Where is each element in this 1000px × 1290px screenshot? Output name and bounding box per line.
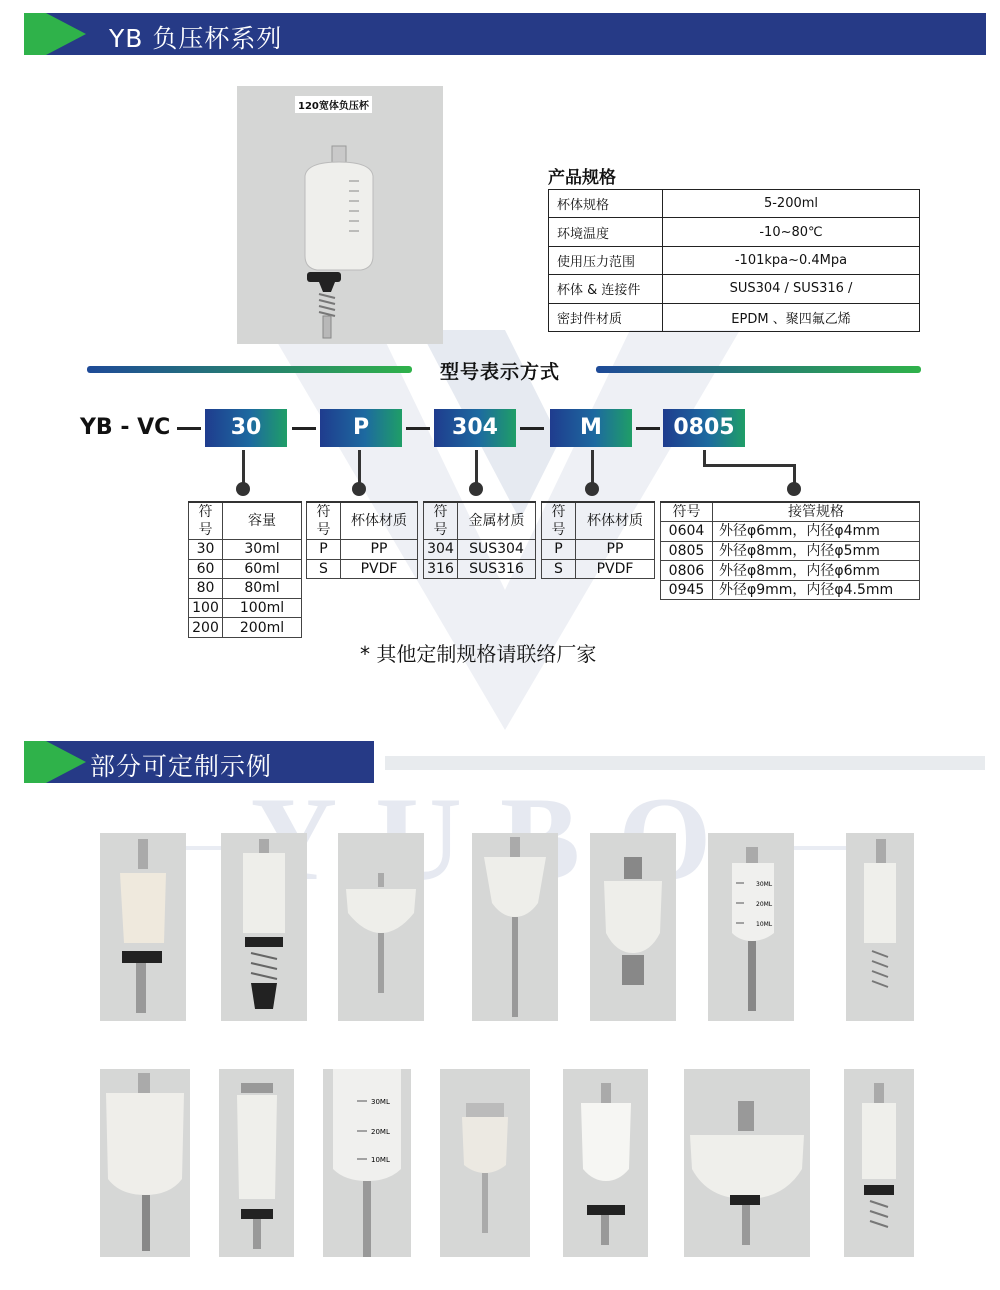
product-photo <box>100 1069 190 1257</box>
product-photo <box>338 833 424 1021</box>
product-photo <box>472 833 558 1021</box>
connector-stem <box>242 450 245 486</box>
code-box-metal-material: 304 <box>434 409 516 447</box>
product-photo <box>100 833 186 1021</box>
graduation-20ml: 20ML <box>756 901 773 908</box>
model-heading: 型号表示方式 <box>440 361 561 383</box>
code-box-cup-material-2: M <box>550 409 632 447</box>
model-heading-line-right <box>596 366 921 373</box>
product-photo <box>323 1069 411 1257</box>
code-dash <box>406 427 430 430</box>
hero-product-photo <box>237 86 443 344</box>
model-heading-line-left <box>87 366 412 373</box>
section-title-custom: 部分可定制示例 <box>90 752 273 781</box>
spec-table <box>548 189 920 332</box>
metal-material-table: 符号 金属材质 304 SUS304 316 SUS316 <box>423 501 536 579</box>
product-photo <box>708 833 794 1021</box>
code-dash <box>177 427 201 430</box>
connector-dot <box>585 482 599 496</box>
fitting-table: 符号 接管规格 0604 外径φ6mm，内径φ4mm 0805 外径φ8mm，内径φ5mm 0806 外径φ8mm，内径φ6mm 0945 外径φ9mm，内径φ4.5mm <box>660 501 920 600</box>
connector-dot <box>352 482 366 496</box>
cup-illustration <box>237 86 443 344</box>
graduation-30ml: 30ML <box>371 1098 390 1106</box>
code-box-capacity: 30 <box>205 409 287 447</box>
connector-dot <box>236 482 250 496</box>
product-photo <box>221 833 307 1021</box>
spec-row: 使用压力范围 -101kpa~0.4Mpa <box>549 246 920 274</box>
connector-dot <box>469 482 483 496</box>
code-box-fitting: 0805 <box>663 409 745 447</box>
capacity-table: 符号 容量 30 30ml 60 60ml 80 80ml 100 100ml 200 200ml <box>188 501 302 638</box>
graduation-10ml: 10ML <box>371 1156 390 1164</box>
connector-stem <box>475 450 478 486</box>
product-photo <box>440 1069 530 1257</box>
spec-row: 密封件材质 EPDM 、聚四氟乙烯 <box>549 303 920 331</box>
connector-dot <box>787 482 801 496</box>
model-code-prefix: YB - VC <box>80 415 171 440</box>
custom-note: * 其他定制规格请联络厂家 <box>360 642 597 666</box>
code-dash <box>636 427 660 430</box>
product-photo <box>219 1069 294 1257</box>
product-photo <box>590 833 676 1021</box>
section-header-custom <box>24 741 374 783</box>
cup-material-table: 符号 杯体材质 P PP S PVDF <box>306 501 418 579</box>
connector-stem <box>358 450 361 486</box>
spec-title: 产品规格 <box>548 168 616 188</box>
spec-row: 环境温度 -10~80℃ <box>549 218 920 246</box>
connector-stem <box>591 450 594 486</box>
graduation-10ml: 10ML <box>756 921 773 928</box>
section-title-series: YB 负压杯系列 <box>109 24 283 53</box>
product-photo <box>844 1069 914 1257</box>
graduation-20ml: 20ML <box>371 1128 390 1136</box>
spec-row: 杯体 & 连接件 SUS304 / SUS316 / <box>549 275 920 303</box>
hero-photo-caption: 120宽体负压杯 <box>295 96 372 113</box>
code-box-cup-material: P <box>320 409 402 447</box>
section-separator <box>385 756 985 770</box>
product-photo <box>563 1069 648 1257</box>
code-dash <box>292 427 316 430</box>
spec-row: 杯体规格 5-200ml <box>549 190 920 218</box>
connector-hline <box>703 464 796 467</box>
code-dash <box>520 427 544 430</box>
graduation-30ml: 30ML <box>756 881 773 888</box>
cup-material-table-2: 符号 杯体材质 P PP S PVDF <box>541 501 655 579</box>
section-header-series <box>24 13 986 55</box>
product-photo <box>684 1069 810 1257</box>
product-photo <box>846 833 914 1021</box>
